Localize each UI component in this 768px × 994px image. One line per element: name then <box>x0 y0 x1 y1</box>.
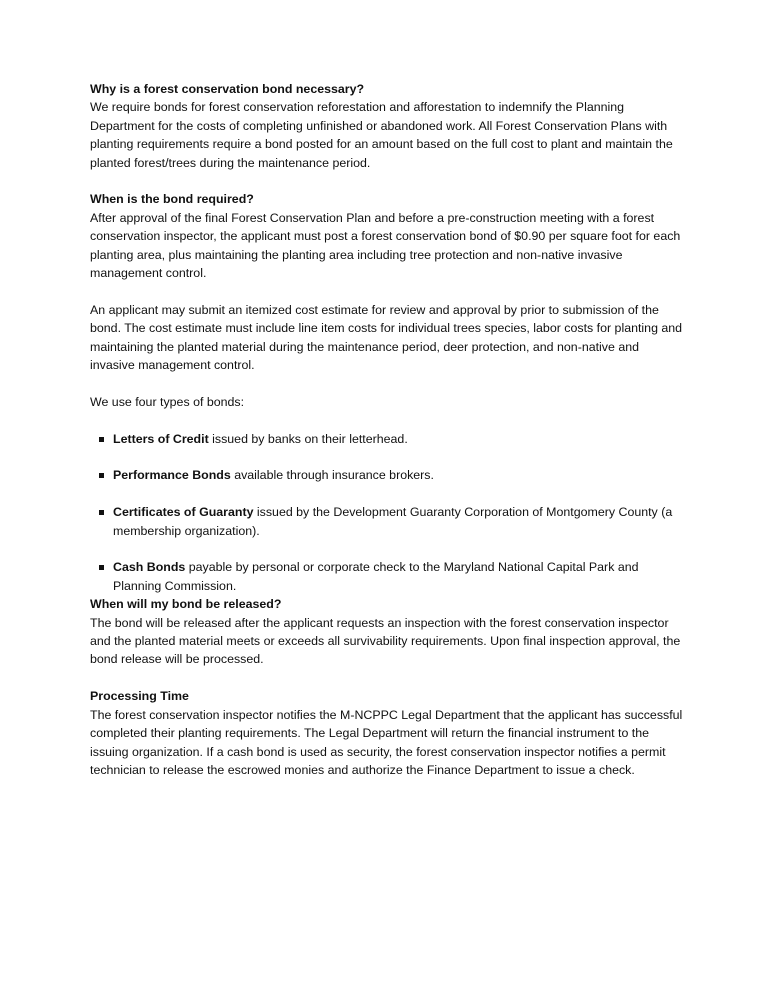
bond-type-description: payable by personal or corporate check to the Maryland National Capital Park and Planning Commission. <box>113 560 639 593</box>
list-item <box>90 430 685 448</box>
processing-body: The forest conservation inspector notifies the M-NCPPC Legal Department that the applicant has successful completed their planting requirements. The Legal Department will return the financial instrument to the issuing organization. If a cash bond is used as security, the forest conservation inspector notifies a permit technician to release the escrowed monies and authorize the Finance Department to issue a check. <box>90 707 683 777</box>
when-heading: When is the bond required? <box>90 192 254 207</box>
bond-types-list <box>90 430 685 596</box>
cost-estimate-paragraph: An applicant may submit an itemized cost estimate for review and approval by prior to submission of the bond. The cost estimate must include line item costs for individual trees species, labor costs for planting and maintaining the planted material during the maintenance period, deer protection, and non-native and invasive management control. <box>90 302 683 373</box>
list-item <box>90 503 685 540</box>
release-heading: When will my bond be released? <box>90 597 282 612</box>
bond-types-intro: We use four types of bonds: <box>90 394 245 409</box>
square-bullet-icon <box>99 565 104 570</box>
spacer <box>90 374 685 392</box>
spacer <box>90 411 685 429</box>
list-item <box>90 466 685 484</box>
when-body: After approval of the final Forest Conservation Plan and before a pre-construction meeting with a forest conservation inspector, the applicant must post a forest conservation bond of $0.90 per square foot for each planting area, plus maintaining the planting area including tree protection and non-native invasive management control. <box>90 210 681 281</box>
release-body: The bond will be released after the applicant requests an inspection with the forest conservation inspector and the planted material meets or exceeds all survivability requirements. Upon final inspection approval, the bond release will be processed. <box>90 615 681 667</box>
spacer <box>90 669 685 687</box>
why-heading: Why is a forest conservation bond necessary? <box>90 82 365 96</box>
spacer <box>90 282 685 300</box>
processing-heading: Processing Time <box>90 689 189 704</box>
bond-type-description: issued by banks on their letterhead. <box>208 431 408 446</box>
square-bullet-icon <box>99 437 104 442</box>
bond-type-term: Certificates of Guaranty <box>113 505 254 520</box>
bond-type-term: Cash Bonds <box>113 560 186 575</box>
bond-type-description: issued by the Development Guaranty Corporation of Montgomery County (a membership organization). <box>113 505 673 538</box>
square-bullet-icon <box>99 473 104 478</box>
why-body: We require bonds for forest conservation reforestation and afforestation to indemnify the Planning Department for the costs of completing unfinished or abandoned work. All Forest Conservation Plans with planting requirements require a bond posted for an amount based on the full cost to plant and maintain the planted forest/trees during the maintenance period. <box>90 100 673 170</box>
bond-type-term: Performance Bonds <box>113 468 231 483</box>
square-bullet-icon <box>99 510 104 515</box>
bond-type-term: Letters of Credit <box>113 431 209 446</box>
document-page <box>90 80 685 779</box>
list-item <box>90 558 685 595</box>
spacer <box>90 172 685 190</box>
bond-type-description: available through insurance brokers. <box>230 468 434 483</box>
